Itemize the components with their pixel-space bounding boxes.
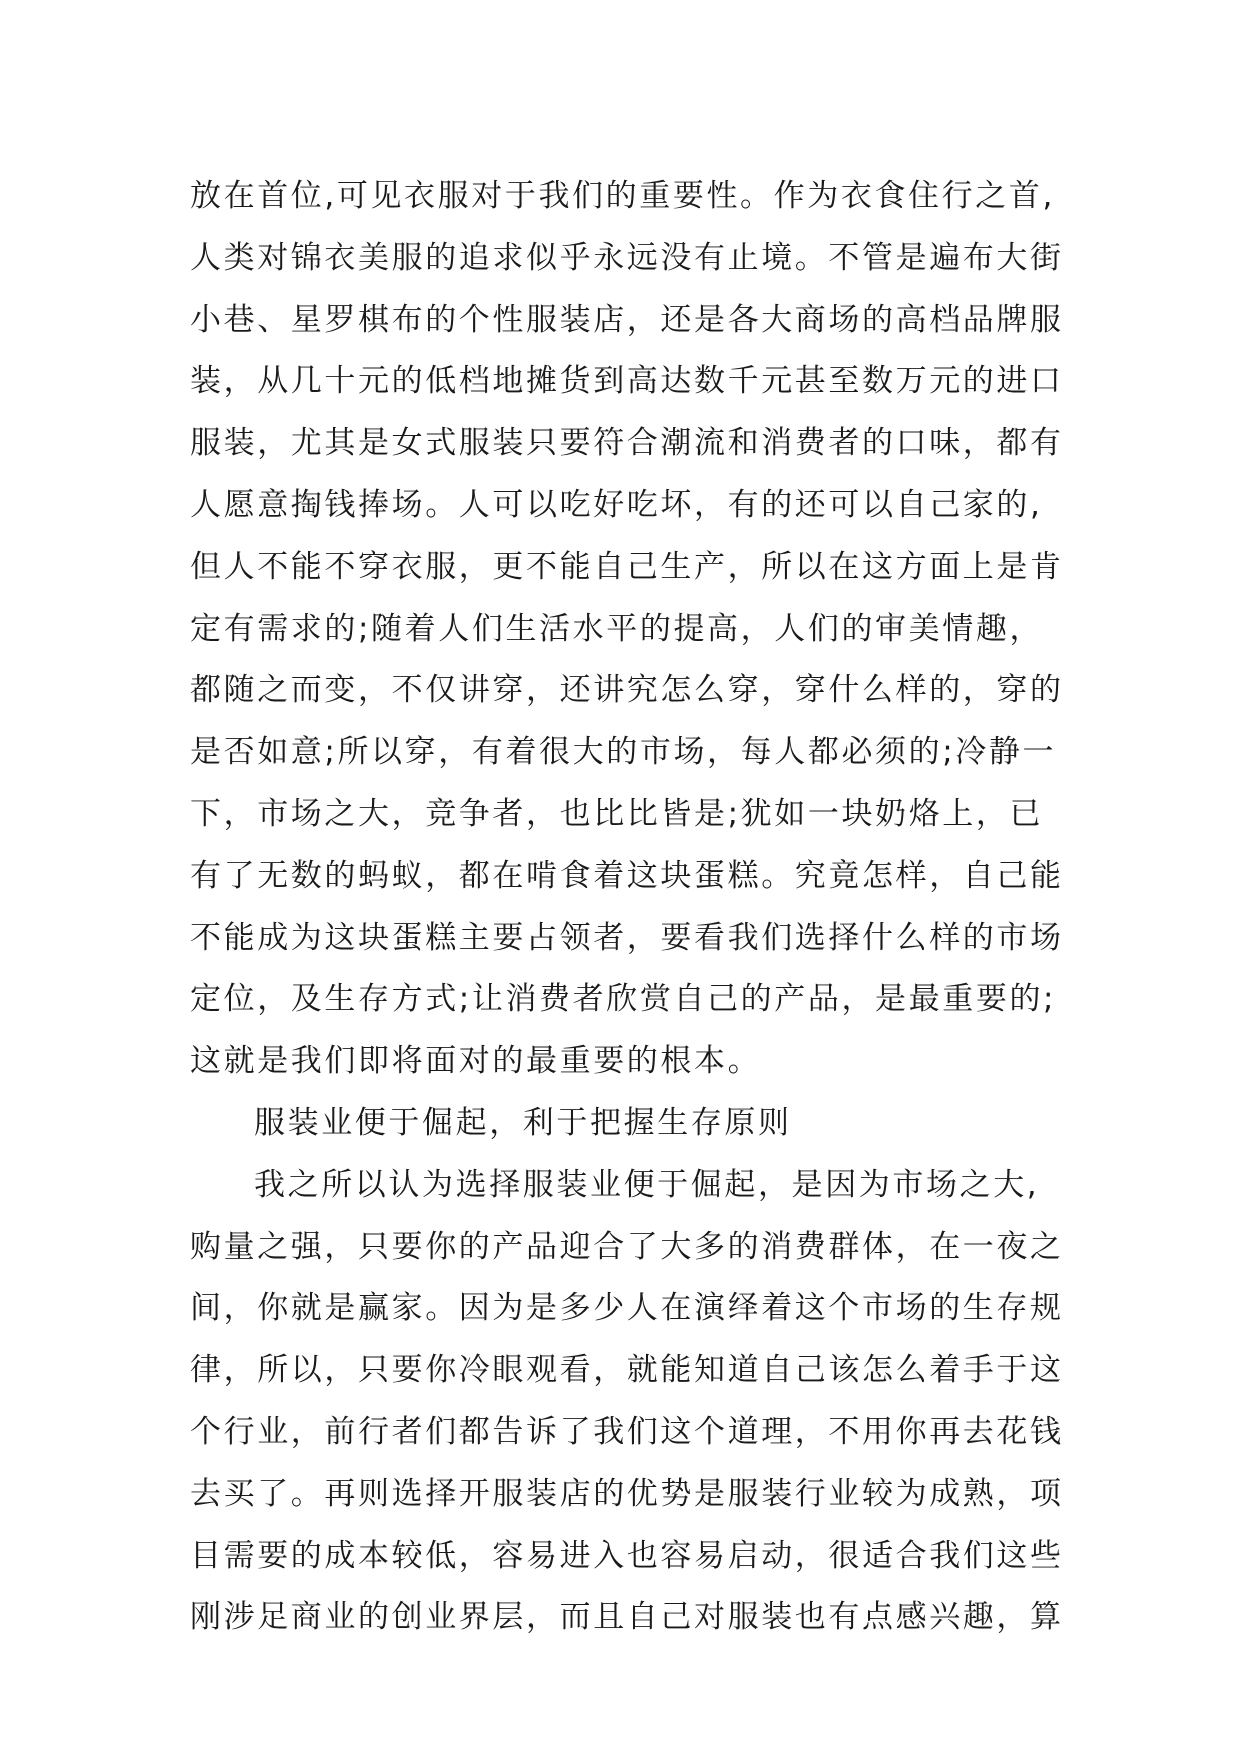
text-line: 装，从几十元的低档地摊货到高达数千元甚至数万元的进口 <box>190 363 1064 400</box>
text-line: 小巷、星罗棋布的个性服装店，还是各大商场的高档品牌服 <box>190 301 1064 338</box>
text-line: 但人不能不穿衣服，更不能自己生产，所以在这方面上是肯 <box>190 548 1064 585</box>
text-line: 目需要的成本较低，容易进入也容易启动，很适合我们这些 <box>190 1537 1064 1574</box>
text-line: 人愿意掏钱捧场。人可以吃好吃坏，有的还可以自己家的, <box>190 486 1043 523</box>
text-line: 律，所以，只要你冷眼观看，就能知道自己该怎么着手于这 <box>190 1352 1064 1389</box>
text-line: 定有需求的;随着人们生活水平的提高，人们的审美情趣， <box>190 610 1044 647</box>
text-line: 下，市场之大，竞争者，也比比皆是;犹如一块奶烙上，已 <box>190 795 1044 832</box>
text-line: 放在首位,可见衣服对于我们的重要性。作为衣食住行之首, <box>190 178 1055 214</box>
text-line: 这就是我们即将面对的最重要的根本。 <box>190 1043 762 1080</box>
text-line: 个行业，前行者们都告诉了我们这个道理，不用你再去花钱 <box>190 1413 1064 1450</box>
text-line: 刚涉足商业的创业界层，而且自己对服装也有点感兴趣，算 <box>190 1599 1064 1636</box>
text-line: 定位，及生存方式;让消费者欣赏自己的产品，是最重要的; <box>190 981 1057 1018</box>
text-line: 是否如意;所以穿，有着很大的市场，每人都必须的;冷静一 <box>190 734 1057 771</box>
text-line: 有了无数的蚂蚁，都在啃食着这块蛋糕。究竟怎样，自己能 <box>190 857 1064 894</box>
text-line: 购量之强，只要你的产品迎合了大多的消费群体，在一夜之 <box>190 1228 1064 1265</box>
text-line: 人类对锦衣美服的追求似乎永远没有止境。不管是遍布大街 <box>190 239 1064 276</box>
text-line: 去买了。再则选择开服装店的优势是服装行业较为成熟，项 <box>190 1475 1064 1512</box>
text-line: 间，你就是赢家。因为是多少人在演绎着这个市场的生存规 <box>190 1290 1064 1327</box>
body-text <box>190 166 1070 1649</box>
text-line: 不能成为这块蛋糕主要占领者，要看我们选择什么样的市场 <box>190 919 1064 956</box>
text-line: 服装，尤其是女式服装只要符合潮流和消费者的口味，都有 <box>190 425 1064 462</box>
section-heading: 服装业便于倔起，利于把握生存原则 <box>254 1104 792 1141</box>
text-line: 都随之而变，不仅讲穿，还讲究怎么穿，穿什么样的，穿的 <box>190 672 1064 709</box>
paragraph-first-line: 我之所以认为选择服装业便于倔起，是因为市场之大, <box>254 1166 1040 1203</box>
